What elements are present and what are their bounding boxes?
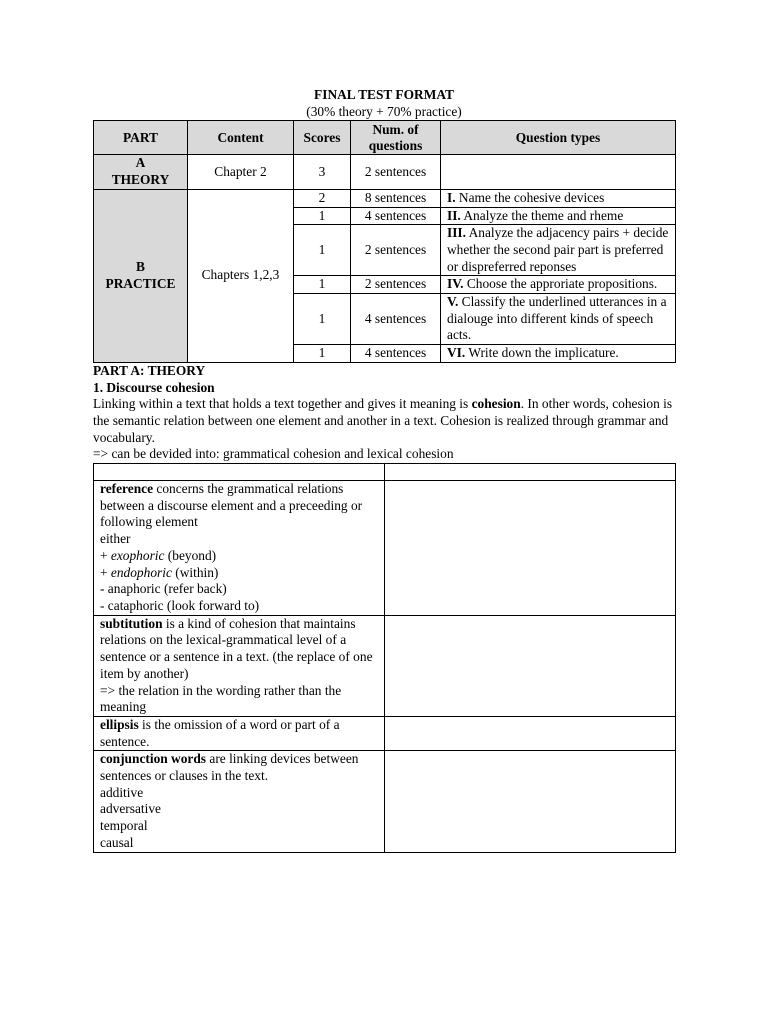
substitution-line: => the relation in the wording rather than the meaning [100,682,342,715]
paragraph-text-2: . In other words, cohesion is the semantic relation between one element and another in a text. Cohesion is realized through grammar and vocabulary. [93,396,673,445]
part-b-content: Chapters 1,2,3 [188,189,294,362]
ellipsis-term: ellipsis [100,716,139,732]
qtype-number: IV. [447,276,464,292]
conjunction-item: adversative [100,801,161,817]
bullet-plus: + [100,547,111,563]
substitution-term: subtitution [100,615,163,631]
qtype-text: Choose the approriate propositions. [463,276,658,292]
reference-line-text: (beyond) [164,547,217,563]
ellipsis-definition [100,717,378,750]
arrow-line: => can be devided into: grammatical cohesion and lexical cohesion [93,446,454,462]
reference-line: - anaphoric (refer back) [100,581,227,597]
empty-cell [385,464,676,481]
reference-term: reference [100,481,154,497]
part-a-qtype [441,155,676,189]
empty-cell [385,716,676,750]
reference-def-text: concerns the grammatical relations between a discourse element and a preceeding or following element [100,481,363,530]
document-page [93,87,675,853]
part-a-label [94,155,188,189]
part-b-num: 4 sentences [351,294,441,345]
qtype-text: Analyze the adjacency pairs + decide whether the second pair part is preferred or dispreferred reponses [447,225,669,274]
cohesion-table [93,463,676,852]
conjunction-term: conjunction words [100,751,207,767]
part-b-num: 2 sentences [351,276,441,294]
conjunction-cell [94,751,385,852]
paragraph-text-1: Linking within a text that holds a text together and gives it meaning is [93,396,472,412]
part-b-qtype [441,345,676,363]
conjunction-def-text: are linking devices between sentences or clauses in the text. [100,751,359,784]
endophoric-term: endophoric [110,564,172,580]
part-a-letter: A [135,155,146,171]
header-scores: Scores [294,121,351,155]
conjunction-item: causal [100,834,134,850]
conjunction-row [94,751,676,852]
part-a-row [94,155,676,189]
format-table-header-row [94,121,676,155]
qtype-number: I. [447,189,456,205]
ellipsis-cell [94,716,385,750]
cohesion-paragraph [93,396,675,446]
doc-subtitle: (30% theory + 70% practice) [306,103,462,119]
qtype-text: Analyze the theme and rheme [460,207,624,223]
exophoric-term: exophoric [110,547,165,563]
part-b-score: 1 [294,294,351,345]
reference-cell [94,481,385,616]
substitution-definition [100,616,378,683]
part-b-score: 1 [294,276,351,294]
part-a-num: 2 sentences [351,155,441,189]
conjunction-definition [100,751,378,784]
reference-line [100,565,378,582]
section-subheading: 1. Discourse cohesion [93,379,215,395]
qtype-number: III. [447,225,466,241]
part-b-qtype [441,294,676,345]
section-heading: PART A: THEORY [93,362,206,378]
doc-title: FINAL TEST FORMAT [314,87,454,102]
reference-line: either [100,531,131,547]
qtype-number: II. [447,207,461,223]
header-part: PART [94,121,188,155]
bullet-plus: + [100,564,111,580]
part-b-num: 2 sentences [351,225,441,276]
ellipsis-row [94,716,676,750]
empty-cell [385,481,676,616]
header-content: Content [188,121,294,155]
part-b-qtype [441,276,676,294]
qtype-number: V. [447,294,459,310]
substitution-cell [94,615,385,716]
empty-cell [385,751,676,852]
part-b-qtype [441,225,676,276]
substitution-row [94,615,676,716]
reference-line-text: (within) [171,564,219,580]
reference-definition [100,481,378,531]
part-b-score: 1 [294,345,351,363]
header-num-questions: Num. of questions [351,121,441,155]
part-b-row-1 [94,189,676,207]
empty-cell [385,615,676,716]
part-b-score: 2 [294,189,351,207]
empty-cell [94,464,385,481]
qtype-text: Classify the underlined utterances in a dialouge into different kinds of speech acts. [447,294,667,343]
part-b-label [94,189,188,362]
qtype-text: Name the cohesive devices [455,189,605,205]
reference-line [100,548,378,565]
qtype-text: Write down the implicature. [465,345,619,361]
part-a-name: THEORY [111,172,170,188]
reference-line: - cataphoric (look forward to) [100,597,260,613]
conjunction-item: temporal [100,818,148,834]
format-table [93,120,676,362]
substitution-def-text: is a kind of cohesion that maintains relations on the lexical-grammatical level of a sentence or a sentence in a text. (the replace of one item by another) [100,615,373,681]
part-a-score: 3 [294,155,351,189]
part-a-content: Chapter 2 [188,155,294,189]
part-b-qtype [441,207,676,225]
header-question-types: Question types [441,121,676,155]
part-b-num: 4 sentences [351,207,441,225]
conjunction-item: additive [100,784,144,800]
part-b-score: 1 [294,225,351,276]
part-b-qtype [441,189,676,207]
qtype-number: VI. [447,345,466,361]
cohesion-term: cohesion [471,396,521,412]
part-b-num: 4 sentences [351,345,441,363]
part-b-num: 8 sentences [351,189,441,207]
part-b-score: 1 [294,207,351,225]
ellipsis-def-text: is the omission of a word or part of a sentence. [100,716,340,749]
cohesion-table-empty-row [94,464,676,481]
reference-row [94,481,676,616]
part-b-letter: B [136,259,145,275]
part-b-name: PRACTICE [105,275,176,291]
